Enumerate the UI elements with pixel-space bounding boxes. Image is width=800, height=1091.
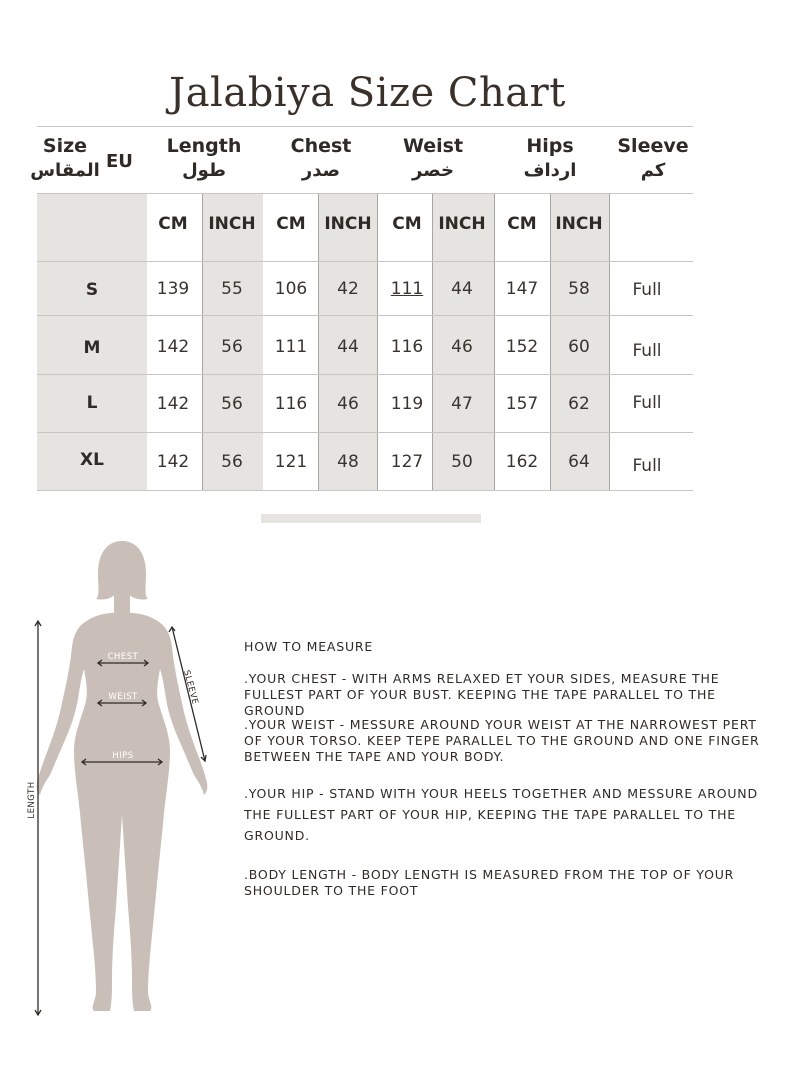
table-cell: 48 xyxy=(337,452,359,472)
table-cell: 50 xyxy=(451,452,473,472)
figure-label-weist: WEIST xyxy=(108,692,138,702)
table-cell-sleeve: Full xyxy=(632,393,662,413)
table-cell: 139 xyxy=(156,279,190,299)
table-cell: 56 xyxy=(221,394,243,414)
table-row-rule xyxy=(37,261,693,262)
header-size-en: Size xyxy=(42,135,88,157)
table-cell: 152 xyxy=(505,337,539,357)
table-cell: 44 xyxy=(337,337,359,357)
unit-length-cm: CM xyxy=(158,214,188,234)
instruction-length: .BODY LENGTH - BODY LENGTH IS MEASURED FROM THE TOP OF YOUR SHOULDER TO THE FOOT xyxy=(244,867,735,898)
table-row-rule xyxy=(37,432,693,433)
unit-weist-cm: CM xyxy=(392,214,422,234)
table-cell: 127 xyxy=(390,452,424,472)
header-weist xyxy=(373,134,493,184)
header-hips xyxy=(490,134,610,184)
row-size-label: L xyxy=(86,393,98,413)
table-top-rule xyxy=(37,126,693,127)
header-length xyxy=(144,134,264,184)
figure-label-chest: CHEST xyxy=(107,652,139,662)
body-figure-illustration xyxy=(22,535,222,1025)
header-hips-ar: ارداف xyxy=(523,160,577,181)
figure-label-length: LENGTH xyxy=(27,781,37,819)
table-cell: 157 xyxy=(505,394,539,414)
table-cell: 47 xyxy=(451,394,473,414)
unit-chest-cm: CM xyxy=(276,214,306,234)
table-cell: 142 xyxy=(156,452,190,472)
header-weist-ar: خصر xyxy=(412,160,454,181)
header-eu: EU xyxy=(106,151,133,172)
header-sleeve xyxy=(600,134,706,184)
unit-weist-inch: INCH xyxy=(438,214,486,234)
figure-label-sleeve: SLEEVE xyxy=(181,669,200,706)
table-cell-sleeve: Full xyxy=(632,341,662,361)
table-cell: 64 xyxy=(568,452,590,472)
table-bottom-rule xyxy=(37,490,693,491)
table-cell: 121 xyxy=(274,452,308,472)
table-cell: 116 xyxy=(274,394,308,414)
table-cell: 142 xyxy=(156,337,190,357)
table-cell-sleeve: Full xyxy=(632,280,662,300)
header-chest-en: Chest xyxy=(290,135,352,157)
row-size-label: M xyxy=(83,338,101,358)
table-cell: 119 xyxy=(390,394,424,414)
header-hips-en: Hips xyxy=(526,135,574,157)
unit-chest-inch: INCH xyxy=(324,214,372,234)
header-chest xyxy=(261,134,381,184)
table-cell: 106 xyxy=(274,279,308,299)
figure-label-hips: HIPS xyxy=(112,751,134,761)
table-cell: 56 xyxy=(221,452,243,472)
page-title: Jalabiya Size Chart xyxy=(169,70,566,116)
header-size xyxy=(30,134,100,184)
header-size-ar: المقاس xyxy=(30,160,100,181)
row-size-label: S xyxy=(85,280,99,300)
table-cell: 116 xyxy=(390,337,424,357)
row-size-label: XL xyxy=(80,450,104,470)
unit-length-inch: INCH xyxy=(208,214,256,234)
table-cell: 58 xyxy=(568,279,590,299)
table-cell: 62 xyxy=(568,394,590,414)
table-cell: 142 xyxy=(156,394,190,414)
table-row-rule xyxy=(37,374,693,375)
table-cell: 60 xyxy=(568,337,590,357)
unit-hips-cm: CM xyxy=(507,214,537,234)
table-cell: 56 xyxy=(221,337,243,357)
table-cell: 44 xyxy=(451,279,473,299)
header-chest-ar: صدر xyxy=(301,160,341,181)
table-cell: 111 xyxy=(274,337,308,357)
instructions-heading: HOW TO MEASURE xyxy=(244,639,374,654)
header-length-en: Length xyxy=(166,135,242,157)
separator-bar xyxy=(261,514,481,523)
table-cell: 147 xyxy=(505,279,539,299)
instruction-hip: .YOUR HIP - STAND WITH YOUR HEELS TOGETHER AND MESSURE AROUND THE FULLEST PART OF YOUR HIP, KEEPING THE TAPE PARALLEL TO THE GROUND. xyxy=(244,786,758,843)
instruction-chest: .YOUR CHEST - WITH ARMS RELAXED ET YOUR SIDES, MEASURE THE FULLEST PART OF YOUR BUST. KEEPING THE TAPE PARALLEL TO THE GROUND xyxy=(244,671,720,718)
table-cell-sleeve: Full xyxy=(632,456,662,476)
table-row-rule xyxy=(37,315,693,316)
table-cell: 46 xyxy=(337,394,359,414)
header-length-ar: طول xyxy=(182,160,226,181)
header-weist-en: Weist xyxy=(402,135,464,157)
table-cell: 162 xyxy=(505,452,539,472)
table-cell: 55 xyxy=(221,279,243,299)
header-sleeve-en: Sleeve xyxy=(617,135,689,157)
header-sleeve-ar: كم xyxy=(640,160,666,181)
shade-units-size-column xyxy=(37,194,147,261)
table-cell: 42 xyxy=(337,279,359,299)
table-cell: 111 xyxy=(390,279,424,299)
table-cell: 46 xyxy=(451,337,473,357)
instruction-weist: .YOUR WEIST - MESSURE AROUND YOUR WEIST AT THE NARROWEST PERT OF YOUR TORSO. KEEP TEPE PARALLEL TO THE GROUND AND ONE FINGER BETWEEN THE TAPE AND YOUR BODY. xyxy=(244,717,760,764)
unit-hips-inch: INCH xyxy=(555,214,603,234)
